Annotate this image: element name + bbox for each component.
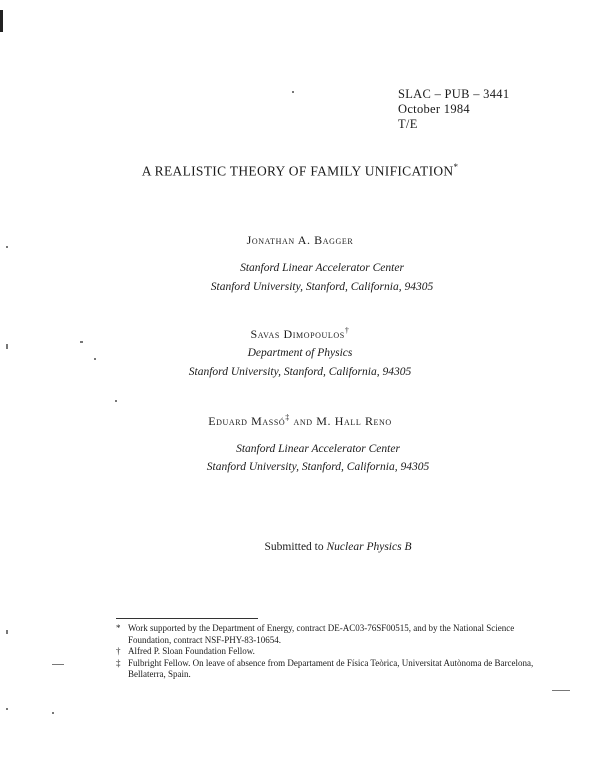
report-number: SLAC – PUB – 3441 — [398, 87, 510, 101]
footnote — [116, 646, 534, 658]
footnote — [116, 623, 534, 646]
scan-speck — [94, 358, 96, 360]
scan-speck — [6, 246, 8, 248]
author-joiner: and — [293, 414, 313, 428]
affiliation-line: Stanford Linear Accelerator Center — [236, 443, 400, 455]
scan-speck — [6, 630, 8, 634]
title-footnote-mark: * — [453, 162, 459, 172]
author-footnote-mark: ‡ — [285, 413, 290, 422]
author-dimopoulos — [0, 326, 600, 342]
footnote — [116, 658, 534, 681]
submission-prefix: Submitted to — [264, 541, 324, 553]
scan-speck — [292, 91, 294, 93]
author-masso-reno — [0, 413, 600, 429]
affiliation-line: Stanford University, Stanford, California, 94305 — [210, 281, 434, 293]
scan-edge-mark — [0, 10, 3, 32]
scan-speck — [552, 690, 570, 691]
scan-speck — [80, 341, 83, 343]
affiliation-line: Department of Physics — [247, 347, 353, 359]
affiliation-line: Stanford University, Stanford, California, 94305 — [188, 366, 412, 378]
submission-note — [0, 541, 600, 553]
footnote-rule — [116, 618, 258, 619]
author-name: Eduard Massó — [208, 414, 286, 428]
author-name: Jonathan A. Bagger — [246, 233, 354, 247]
footnote-text: Fulbright Fellow. On leave of absence from Departament de Física Teòrica, Universitat Autònoma de Barcelona, Bellaterra, Spain. — [128, 657, 534, 679]
footnote-text: Alfred P. Sloan Foundation Fellow. — [128, 646, 255, 656]
author-name: Savas Dimopoulos — [250, 327, 345, 341]
scan-speck — [52, 664, 64, 665]
report-date: October 1984 — [398, 102, 470, 116]
affiliation-line: Stanford Linear Accelerator Center — [240, 262, 404, 274]
author-bagger — [0, 233, 600, 248]
scan-speck — [6, 344, 8, 349]
scan-speck — [115, 400, 117, 402]
footnote-mark: ‡ — [116, 657, 121, 668]
scan-speck — [52, 712, 54, 714]
author-name: M. Hall Reno — [316, 414, 392, 428]
affiliation-line: Stanford University, Stanford, California, 94305 — [206, 461, 430, 473]
footnote-mark: * — [116, 623, 121, 633]
report-block — [398, 87, 509, 132]
journal-name: Nuclear Physics B — [326, 541, 412, 553]
scan-speck — [6, 708, 8, 710]
author-footnote-mark: † — [344, 326, 350, 335]
footnotes — [116, 623, 534, 681]
footnote-text: Work supported by the Department of Energy, contract DE-AC03-76SF00515, and by the National Science Foundation, contract NSF-PHY-83-10654. — [128, 623, 515, 645]
footnote-mark: † — [116, 646, 121, 656]
report-category: T/E — [398, 117, 418, 131]
paper-title-text: A REALISTIC THEORY OF FAMILY UNIFICATION — [141, 163, 454, 179]
paper-title — [0, 162, 600, 180]
